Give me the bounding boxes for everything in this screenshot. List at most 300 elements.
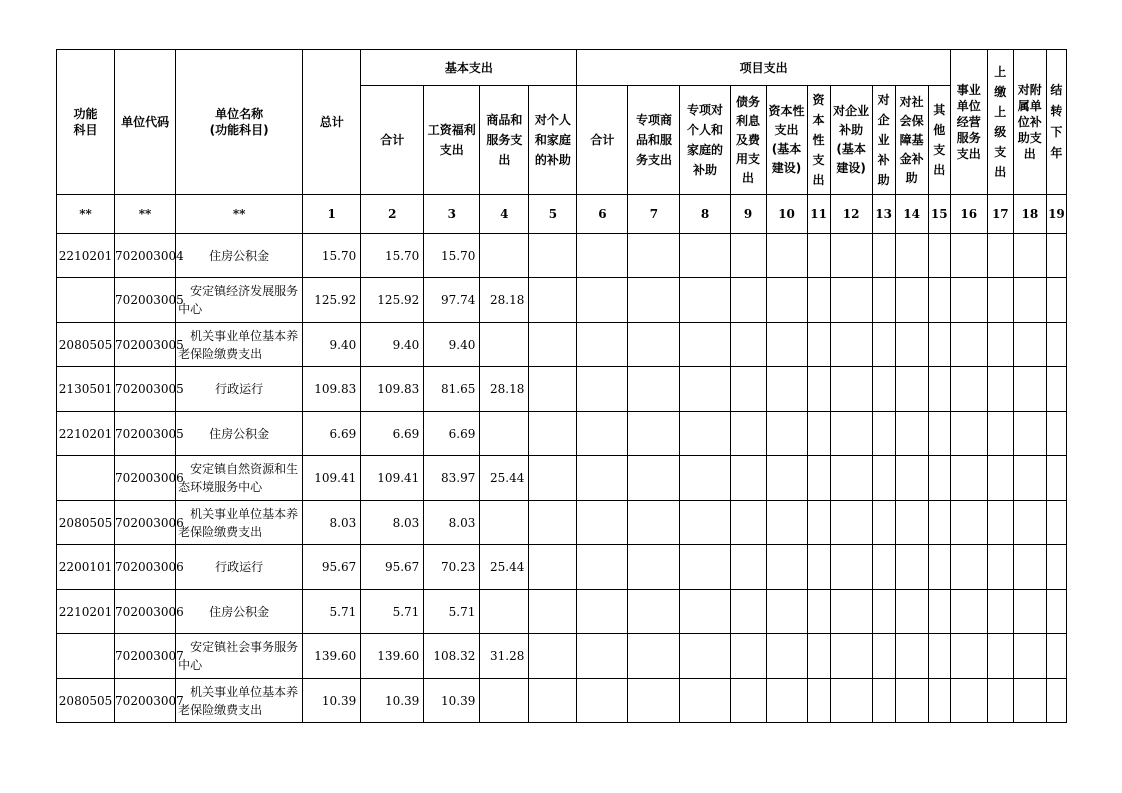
total-cell: 9.40 xyxy=(303,323,361,367)
empty-cell xyxy=(628,590,680,634)
empty-cell xyxy=(872,412,895,456)
empty-cell xyxy=(1013,501,1046,545)
index-cell: 19 xyxy=(1046,195,1066,234)
unit-code-cell: 702003005 xyxy=(115,323,176,367)
empty-cell xyxy=(1013,634,1046,679)
header-basic-group: 基本支出 xyxy=(361,50,577,86)
unit-name-cell: 行政运行 xyxy=(176,545,303,590)
unit-code-cell: 702003005 xyxy=(115,367,176,412)
wage-cell: 5.71 xyxy=(424,590,480,634)
index-cell: ** xyxy=(57,195,115,234)
empty-cell xyxy=(766,679,807,723)
empty-cell xyxy=(928,590,950,634)
func-subject-cell: 2080505 xyxy=(57,323,115,367)
empty-cell xyxy=(895,278,928,323)
func-subject-cell: 2210201 xyxy=(57,234,115,278)
header-proj-goods: 专项商品和服务支出 xyxy=(628,86,680,195)
empty-cell xyxy=(807,367,830,412)
empty-cell xyxy=(529,679,577,723)
unit-name-cell: 安定镇社会事务服务中心 xyxy=(176,634,303,679)
empty-cell xyxy=(950,456,987,501)
empty-cell xyxy=(730,501,766,545)
empty-cell xyxy=(529,634,577,679)
empty-cell xyxy=(1013,412,1046,456)
table-row xyxy=(57,545,1067,590)
unit-name-cell: 住房公积金 xyxy=(176,234,303,278)
empty-cell xyxy=(628,234,680,278)
empty-cell xyxy=(529,234,577,278)
empty-cell xyxy=(895,501,928,545)
basic-sum-cell: 125.92 xyxy=(361,278,424,323)
empty-cell xyxy=(987,679,1013,723)
empty-cell xyxy=(950,679,987,723)
empty-cell xyxy=(807,278,830,323)
table-row xyxy=(57,634,1067,679)
empty-cell xyxy=(730,412,766,456)
unit-code-cell: 702003005 xyxy=(115,412,176,456)
empty-cell xyxy=(577,634,628,679)
basic-sum-cell: 10.39 xyxy=(361,679,424,723)
unit-code-cell: 702003006 xyxy=(115,545,176,590)
empty-cell xyxy=(1046,278,1066,323)
empty-cell xyxy=(730,456,766,501)
basic-sum-cell: 6.69 xyxy=(361,412,424,456)
empty-cell xyxy=(950,545,987,590)
empty-cell xyxy=(1046,545,1066,590)
empty-cell xyxy=(730,323,766,367)
func-subject-cell xyxy=(57,278,115,323)
goods-cell: 31.28 xyxy=(480,634,529,679)
empty-cell xyxy=(529,545,577,590)
empty-cell xyxy=(895,590,928,634)
basic-sum-cell: 9.40 xyxy=(361,323,424,367)
goods-cell xyxy=(480,501,529,545)
empty-cell xyxy=(766,278,807,323)
empty-cell xyxy=(577,234,628,278)
header-basic-wage: 工资福利支出 xyxy=(424,86,480,195)
empty-cell xyxy=(830,590,872,634)
unit-name-cell: 住房公积金 xyxy=(176,412,303,456)
header-proj-enterprise: 对企业补助(基本建设) xyxy=(830,86,872,195)
empty-cell xyxy=(766,501,807,545)
empty-cell xyxy=(1046,234,1066,278)
empty-cell xyxy=(807,679,830,723)
index-cell: 18 xyxy=(1013,195,1046,234)
empty-cell xyxy=(895,412,928,456)
empty-cell xyxy=(628,679,680,723)
empty-cell xyxy=(807,545,830,590)
index-cell: 9 xyxy=(730,195,766,234)
empty-cell xyxy=(830,634,872,679)
table-row xyxy=(57,323,1067,367)
empty-cell xyxy=(928,412,950,456)
empty-cell xyxy=(830,323,872,367)
header-func-subject: 功能科目 xyxy=(57,50,115,195)
empty-cell xyxy=(577,545,628,590)
empty-cell xyxy=(1046,679,1066,723)
header-sub-unit: 对附属单位补助支出 xyxy=(1013,50,1046,195)
index-cell: 11 xyxy=(807,195,830,234)
empty-cell xyxy=(628,323,680,367)
empty-cell xyxy=(577,456,628,501)
index-cell: 7 xyxy=(628,195,680,234)
wage-cell: 6.69 xyxy=(424,412,480,456)
unit-code-cell: 702003006 xyxy=(115,590,176,634)
table-body xyxy=(57,234,1067,723)
empty-cell xyxy=(987,234,1013,278)
func-subject-cell: 2210201 xyxy=(57,412,115,456)
header-proj-capital2: 资本性支出 xyxy=(807,86,830,195)
empty-cell xyxy=(628,456,680,501)
basic-sum-cell: 5.71 xyxy=(361,590,424,634)
empty-cell xyxy=(680,545,730,590)
empty-cell xyxy=(1013,590,1046,634)
func-subject-cell: 2130501 xyxy=(57,367,115,412)
empty-cell xyxy=(872,545,895,590)
unit-name-cell: 住房公积金 xyxy=(176,590,303,634)
empty-cell xyxy=(628,278,680,323)
table-row xyxy=(57,590,1067,634)
index-cell: 15 xyxy=(928,195,950,234)
unit-code-cell: 702003006 xyxy=(115,456,176,501)
empty-cell xyxy=(895,234,928,278)
index-cell: 4 xyxy=(480,195,529,234)
index-row xyxy=(57,195,1067,234)
empty-cell xyxy=(529,412,577,456)
wage-cell: 70.23 xyxy=(424,545,480,590)
empty-cell xyxy=(577,412,628,456)
empty-cell xyxy=(529,367,577,412)
empty-cell xyxy=(807,456,830,501)
empty-cell xyxy=(1046,323,1066,367)
empty-cell xyxy=(1046,456,1066,501)
total-cell: 8.03 xyxy=(303,501,361,545)
unit-code-cell: 702003006 xyxy=(115,501,176,545)
table-row xyxy=(57,456,1067,501)
index-cell: 1 xyxy=(303,195,361,234)
empty-cell xyxy=(628,367,680,412)
empty-cell xyxy=(1046,501,1066,545)
empty-cell xyxy=(950,501,987,545)
empty-cell xyxy=(987,412,1013,456)
total-cell: 125.92 xyxy=(303,278,361,323)
header-proj-personal: 专项对个人和家庭的补助 xyxy=(680,86,730,195)
wage-cell: 8.03 xyxy=(424,501,480,545)
empty-cell xyxy=(680,412,730,456)
empty-cell xyxy=(730,634,766,679)
total-cell: 10.39 xyxy=(303,679,361,723)
index-cell: 13 xyxy=(872,195,895,234)
empty-cell xyxy=(895,456,928,501)
empty-cell xyxy=(577,323,628,367)
header-carry-over: 结转下年 xyxy=(1046,50,1066,195)
empty-cell xyxy=(807,323,830,367)
empty-cell xyxy=(987,501,1013,545)
empty-cell xyxy=(730,367,766,412)
basic-sum-cell: 8.03 xyxy=(361,501,424,545)
empty-cell xyxy=(1013,367,1046,412)
table-row xyxy=(57,501,1067,545)
empty-cell xyxy=(1013,545,1046,590)
goods-cell: 28.18 xyxy=(480,367,529,412)
header-total: 总计 xyxy=(303,50,361,195)
basic-sum-cell: 15.70 xyxy=(361,234,424,278)
empty-cell xyxy=(529,590,577,634)
wage-cell: 15.70 xyxy=(424,234,480,278)
total-cell: 109.41 xyxy=(303,456,361,501)
wage-cell: 83.97 xyxy=(424,456,480,501)
empty-cell xyxy=(872,234,895,278)
func-subject-cell: 2080505 xyxy=(57,501,115,545)
total-cell: 109.83 xyxy=(303,367,361,412)
unit-name-cell: 机关事业单位基本养老保险缴费支出 xyxy=(176,501,303,545)
empty-cell xyxy=(680,590,730,634)
table-row xyxy=(57,278,1067,323)
goods-cell xyxy=(480,590,529,634)
unit-name-cell: 机关事业单位基本养老保险缴费支出 xyxy=(176,323,303,367)
total-cell: 6.69 xyxy=(303,412,361,456)
empty-cell xyxy=(1046,634,1066,679)
empty-cell xyxy=(766,545,807,590)
wage-cell: 81.65 xyxy=(424,367,480,412)
empty-cell xyxy=(628,634,680,679)
empty-cell xyxy=(950,278,987,323)
empty-cell xyxy=(928,323,950,367)
empty-cell xyxy=(807,412,830,456)
total-cell: 139.60 xyxy=(303,634,361,679)
header-proj-sum: 合计 xyxy=(577,86,628,195)
empty-cell xyxy=(577,367,628,412)
empty-cell xyxy=(680,323,730,367)
empty-cell xyxy=(830,278,872,323)
index-cell: ** xyxy=(115,195,176,234)
empty-cell xyxy=(830,679,872,723)
empty-cell xyxy=(730,545,766,590)
empty-cell xyxy=(830,234,872,278)
empty-cell xyxy=(950,590,987,634)
basic-sum-cell: 109.41 xyxy=(361,456,424,501)
goods-cell xyxy=(480,323,529,367)
empty-cell xyxy=(1046,367,1066,412)
empty-cell xyxy=(987,545,1013,590)
empty-cell xyxy=(1046,412,1066,456)
total-cell: 15.70 xyxy=(303,234,361,278)
index-cell: 2 xyxy=(361,195,424,234)
empty-cell xyxy=(766,456,807,501)
unit-code-cell: 702003005 xyxy=(115,278,176,323)
empty-cell xyxy=(928,679,950,723)
table-row xyxy=(57,367,1067,412)
empty-cell xyxy=(830,501,872,545)
func-subject-cell: 2080505 xyxy=(57,679,115,723)
empty-cell xyxy=(680,634,730,679)
empty-cell xyxy=(766,323,807,367)
index-cell: 12 xyxy=(830,195,872,234)
header-project-group: 项目支出 xyxy=(577,50,950,86)
empty-cell xyxy=(730,590,766,634)
empty-cell xyxy=(830,367,872,412)
unit-name-cell: 行政运行 xyxy=(176,367,303,412)
header-unit-name: 单位名称 (功能科目) xyxy=(176,50,303,195)
unit-name-cell: 机关事业单位基本养老保险缴费支出 xyxy=(176,679,303,723)
empty-cell xyxy=(577,501,628,545)
empty-cell xyxy=(680,278,730,323)
empty-cell xyxy=(928,634,950,679)
empty-cell xyxy=(928,367,950,412)
empty-cell xyxy=(895,679,928,723)
empty-cell xyxy=(680,367,730,412)
empty-cell xyxy=(1046,590,1066,634)
index-cell: 5 xyxy=(529,195,577,234)
empty-cell xyxy=(766,367,807,412)
goods-cell: 28.18 xyxy=(480,278,529,323)
empty-cell xyxy=(577,679,628,723)
empty-cell xyxy=(872,501,895,545)
empty-cell xyxy=(872,634,895,679)
wage-cell: 10.39 xyxy=(424,679,480,723)
unit-name-cell: 安定镇经济发展服务中心 xyxy=(176,278,303,323)
unit-code-cell: 702003007 xyxy=(115,679,176,723)
empty-cell xyxy=(928,456,950,501)
empty-cell xyxy=(872,590,895,634)
unit-code-cell: 702003004 xyxy=(115,234,176,278)
empty-cell xyxy=(1013,234,1046,278)
empty-cell xyxy=(766,234,807,278)
index-cell: ** xyxy=(176,195,303,234)
empty-cell xyxy=(950,234,987,278)
empty-cell xyxy=(680,456,730,501)
empty-cell xyxy=(730,679,766,723)
goods-cell xyxy=(480,234,529,278)
index-cell: 6 xyxy=(577,195,628,234)
table-row xyxy=(57,679,1067,723)
empty-cell xyxy=(928,545,950,590)
header-proj-enterprise2: 对企业补助 xyxy=(872,86,895,195)
goods-cell xyxy=(480,412,529,456)
header-proj-other: 其他支出 xyxy=(928,86,950,195)
empty-cell xyxy=(628,412,680,456)
empty-cell xyxy=(987,323,1013,367)
goods-cell xyxy=(480,679,529,723)
index-cell: 10 xyxy=(766,195,807,234)
func-subject-cell: 2210201 xyxy=(57,590,115,634)
empty-cell xyxy=(1013,278,1046,323)
empty-cell xyxy=(895,323,928,367)
header-basic-sum: 合计 xyxy=(361,86,424,195)
empty-cell xyxy=(807,590,830,634)
empty-cell xyxy=(872,278,895,323)
empty-cell xyxy=(628,545,680,590)
empty-cell xyxy=(1013,323,1046,367)
empty-cell xyxy=(577,278,628,323)
basic-sum-cell: 95.67 xyxy=(361,545,424,590)
empty-cell xyxy=(807,501,830,545)
header-unit-code: 单位代码 xyxy=(115,50,176,195)
index-cell: 3 xyxy=(424,195,480,234)
empty-cell xyxy=(987,367,1013,412)
empty-cell xyxy=(730,278,766,323)
index-cell: 16 xyxy=(950,195,987,234)
index-cell: 17 xyxy=(987,195,1013,234)
wage-cell: 97.74 xyxy=(424,278,480,323)
empty-cell xyxy=(830,545,872,590)
header-proj-debt: 债务利息及费用支出 xyxy=(730,86,766,195)
empty-cell xyxy=(872,323,895,367)
wage-cell: 9.40 xyxy=(424,323,480,367)
header-basic-goods: 商品和服务支出 xyxy=(480,86,529,195)
empty-cell xyxy=(872,367,895,412)
header-proj-capital: 资本性支出(基本建设) xyxy=(766,86,807,195)
empty-cell xyxy=(529,278,577,323)
empty-cell xyxy=(928,278,950,323)
empty-cell xyxy=(1013,456,1046,501)
empty-cell xyxy=(950,634,987,679)
empty-cell xyxy=(1013,679,1046,723)
empty-cell xyxy=(872,456,895,501)
empty-cell xyxy=(680,679,730,723)
empty-cell xyxy=(895,545,928,590)
empty-cell xyxy=(895,634,928,679)
empty-cell xyxy=(950,412,987,456)
index-cell: 8 xyxy=(680,195,730,234)
empty-cell xyxy=(628,501,680,545)
total-cell: 95.67 xyxy=(303,545,361,590)
func-subject-cell xyxy=(57,456,115,501)
empty-cell xyxy=(766,634,807,679)
empty-cell xyxy=(830,412,872,456)
empty-cell xyxy=(830,456,872,501)
empty-cell xyxy=(987,634,1013,679)
wage-cell: 108.32 xyxy=(424,634,480,679)
empty-cell xyxy=(872,679,895,723)
empty-cell xyxy=(950,323,987,367)
empty-cell xyxy=(807,634,830,679)
table-row xyxy=(57,234,1067,278)
func-subject-cell: 2200101 xyxy=(57,545,115,590)
empty-cell xyxy=(928,501,950,545)
empty-cell xyxy=(766,590,807,634)
func-subject-cell xyxy=(57,634,115,679)
basic-sum-cell: 139.60 xyxy=(361,634,424,679)
empty-cell xyxy=(730,234,766,278)
empty-cell xyxy=(529,323,577,367)
empty-cell xyxy=(680,501,730,545)
total-cell: 5.71 xyxy=(303,590,361,634)
goods-cell: 25.44 xyxy=(480,545,529,590)
empty-cell xyxy=(577,590,628,634)
basic-sum-cell: 109.83 xyxy=(361,367,424,412)
empty-cell xyxy=(987,456,1013,501)
empty-cell xyxy=(987,590,1013,634)
header-proj-social: 对社会保障基金补助 xyxy=(895,86,928,195)
unit-name-cell: 安定镇自然资源和生态环境服务中心 xyxy=(176,456,303,501)
empty-cell xyxy=(529,501,577,545)
header-biz-service: 事业单位经营服务支出 xyxy=(950,50,987,195)
table-row xyxy=(57,412,1067,456)
empty-cell xyxy=(895,367,928,412)
empty-cell xyxy=(950,367,987,412)
empty-cell xyxy=(928,234,950,278)
goods-cell: 25.44 xyxy=(480,456,529,501)
index-cell: 14 xyxy=(895,195,928,234)
empty-cell xyxy=(807,234,830,278)
empty-cell xyxy=(529,456,577,501)
empty-cell xyxy=(987,278,1013,323)
unit-code-cell: 702003007 xyxy=(115,634,176,679)
budget-table xyxy=(56,49,1067,723)
empty-cell xyxy=(766,412,807,456)
header-basic-personal: 对个人和家庭的补助 xyxy=(529,86,577,195)
